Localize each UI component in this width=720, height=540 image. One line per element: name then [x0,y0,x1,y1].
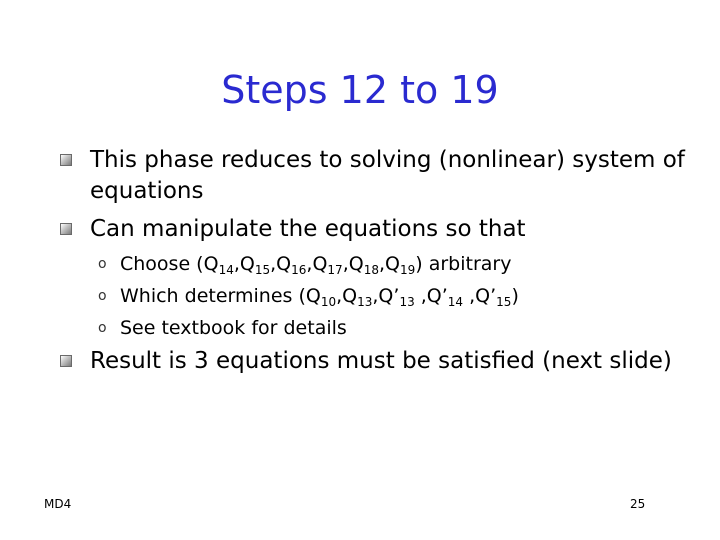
subbullet-item [98,284,698,308]
subbullet-text: Choose $(Q_{14},Q_{15},Q_{16},Q_{17},Q_{18},Q_{19})$ arbitrary [120,253,512,277]
subbullet-item [98,252,698,276]
circle-bullet-icon: o [98,288,107,304]
circle-bullet-icon: o [98,256,107,272]
square-bullet-icon [60,223,72,235]
bullet-text: Can manipulate the equations so that [90,216,526,242]
square-bullet-icon [60,154,72,166]
bullet-text: This phase reduces to solving (nonlinear) system of equations [90,147,685,204]
bullet-item [60,214,700,245]
bullet-text: Result is 3 equations must be satisfied (next slide) [90,348,672,374]
square-bullet-icon [60,355,72,367]
subbullet-text: Which determines ($Q_{10},Q_{13},Q’_{13}$ $,Q’_{14}$ $,Q’_{15}$) [120,285,519,309]
bullet-item [60,346,700,377]
slide-title: Steps 12 to 19 [221,68,499,112]
page-number: 25 [630,497,646,511]
subbullet-text: See textbook for details [120,317,347,339]
bullet-item [60,145,700,207]
footer-label: MD4 [44,497,72,511]
circle-bullet-icon: o [98,320,107,336]
subbullet-item [98,316,698,340]
